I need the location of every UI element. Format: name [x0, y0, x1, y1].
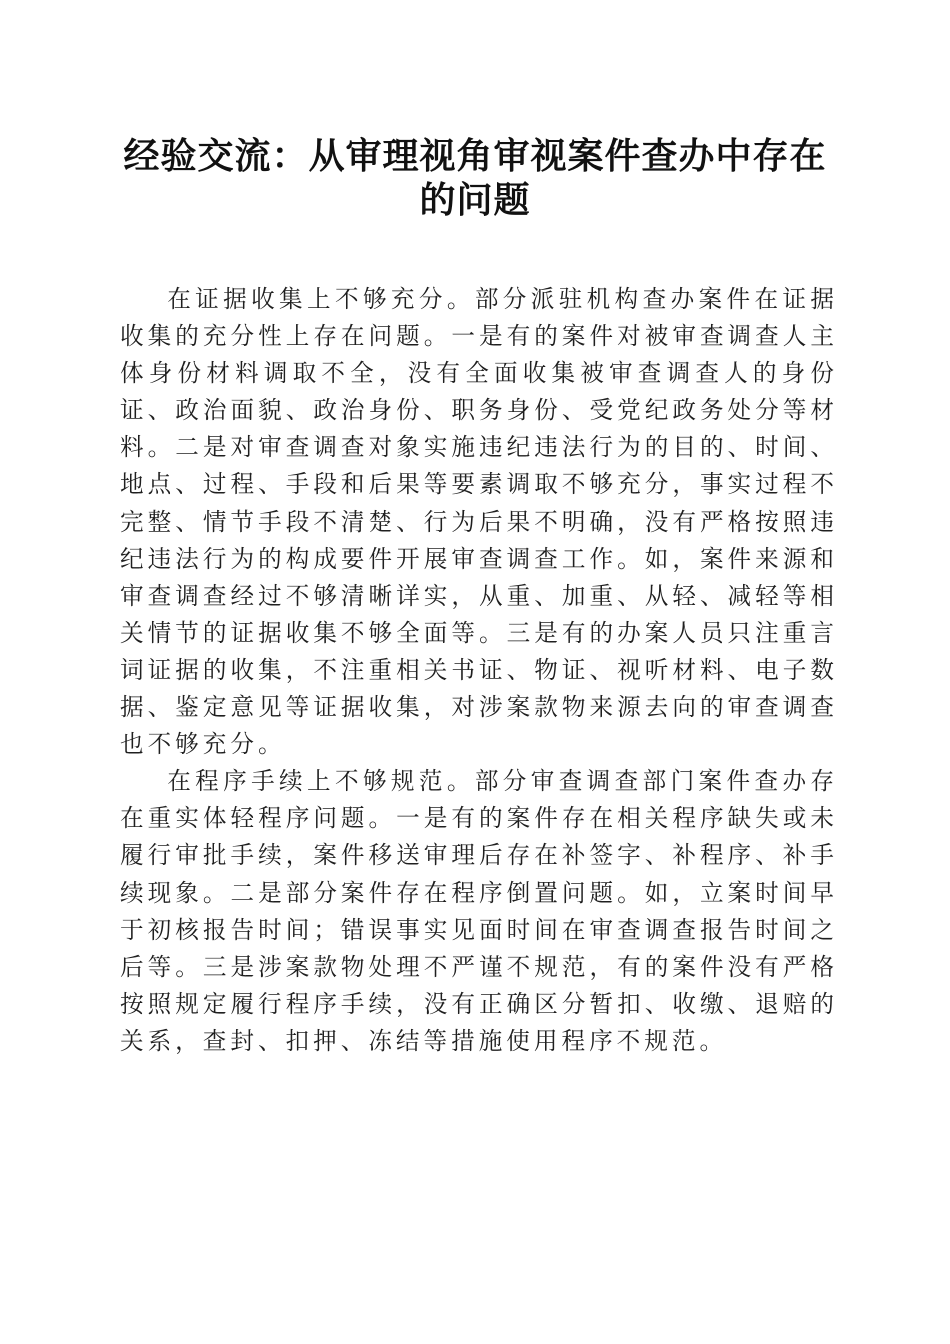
document-body	[120, 281, 838, 1060]
paragraph-evidence-collection: 在证据收集上不够充分。部分派驻机构查办案件在证据收集的充分性上存在问题。一是有的案件对被审查调查人主体身份材料调取不全，没有全面收集被审查调查人的身份证、政治面貌、政治身份、职务身份、受党纪政务处分等材料。二是对审查调查对象实施违纪违法行为的目的、时间、地点、过程、手段和后果等要素调取不够充分，事实过程不完整、情节手段不清楚、行为后果不明确，没有严格按照违纪违法行为的构成要件开展审查调查工作。如，案件来源和审查调查经过不够清晰详实，从重、加重、从轻、减轻等相关情节的证据收集不够全面等。三是有的办案人员只注重言词证据的收集，不注重相关书证、物证、视听材料、电子数据、鉴定意见等证据收集，对涉案款物来源去向的审查调查也不够充分。	[120, 285, 838, 759]
document-title: 经验交流：从审理视角审视案件查办中存在的问题	[123, 135, 827, 221]
paragraph-procedure: 在程序手续上不够规范。部分审查调查部门案件查办存在重实体轻程序问题。一是有的案件存在相关程序缺失或未履行审批手续，案件移送审理后存在补签字、补程序、补手续现象。二是部分案件存在程序倒置问题。如，立案时间早于初核报告时间；错误事实见面时间在审查调查报告时间之后等。三是涉案款物处理不严谨不规范，有的案件没有严格按照规定履行程序手续，没有正确区分暂扣、收缴、退赔的关系，查封、扣押、冻结等措施使用程序不规范。	[120, 767, 838, 1055]
